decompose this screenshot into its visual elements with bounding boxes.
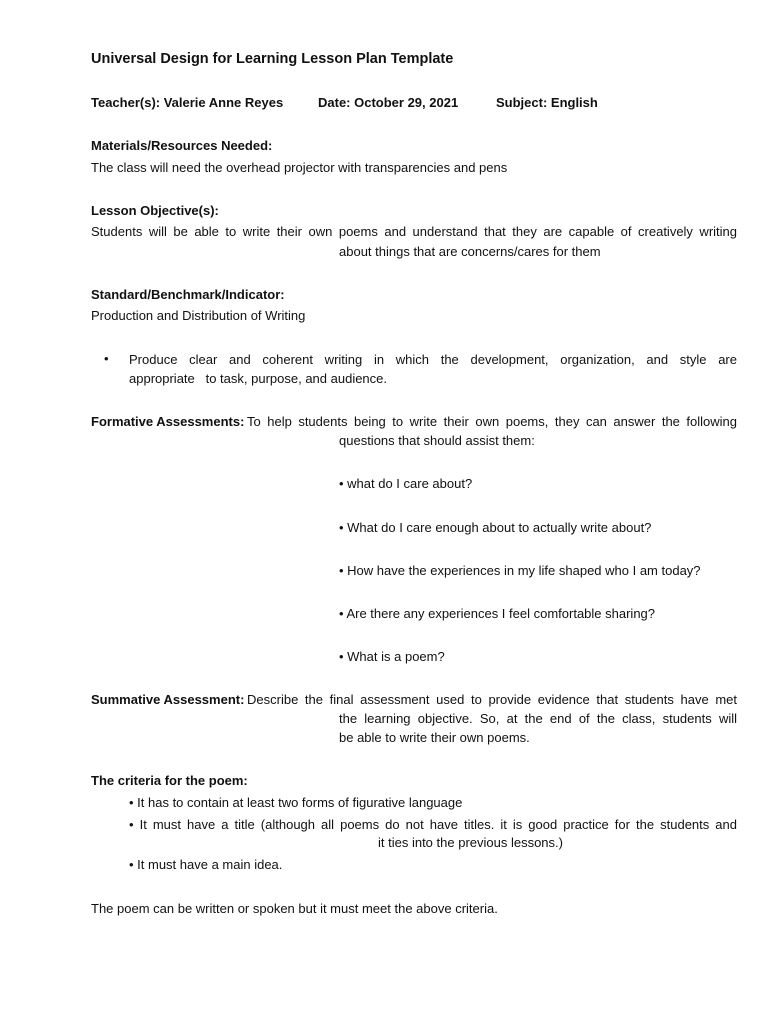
document-title: Universal Design for Learning Lesson Plan Template (91, 51, 454, 67)
summative-line-1: Describe the final assessment used to provide evidence that students have met (247, 692, 737, 707)
question-item: • what do I care about? (339, 476, 473, 491)
question-item: • How have the experiences in my life shaped who I am today? (339, 563, 701, 578)
subject-field: Subject: English (496, 95, 598, 110)
teacher-field: Teacher(s): Valerie Anne Reyes (91, 95, 284, 110)
standard-bullet-line-1: Produce clear and coherent writing in which the development, organization, and style are (129, 352, 737, 367)
objective-line-2: about things that are concerns/cares for them (339, 244, 601, 259)
objective-heading: Lesson Objective(s): (91, 203, 219, 218)
formative-line-2: questions that should assist them: (339, 433, 535, 448)
materials-heading: Materials/Resources Needed: (91, 138, 273, 153)
standard-heading: Standard/Benchmark/Indicator: (91, 287, 285, 302)
objective-line-1: Students will be able to write their own poems and understand that they are capable of creatively writing (91, 224, 737, 239)
formative-label: Formative Assessments: (91, 414, 245, 429)
question-item: • Are there any experiences I feel comfortable sharing? (339, 606, 656, 621)
question-item: • What is a poem? (339, 649, 445, 664)
summative-label: Summative Assessment: (91, 692, 245, 707)
standard-text: Production and Distribution of Writing (91, 308, 306, 323)
closing-text: The poem can be written or spoken but it must meet the above criteria. (91, 901, 498, 916)
question-item: • What do I care enough about to actually write about? (339, 520, 652, 535)
date-field: Date: October 29, 2021 (318, 95, 459, 110)
criteria-item: • It must have a main idea. (129, 857, 283, 872)
formative-line-1: To help students being to write their own poems, they can answer the following (247, 414, 737, 429)
summative-line-2: the learning objective. So, at the end of the class, students will (339, 711, 737, 726)
standard-bullet: • (104, 351, 109, 366)
summative-line-3: be able to write their own poems. (339, 730, 530, 745)
criteria-item-continuation: it ties into the previous lessons.) (378, 835, 563, 850)
criteria-heading: The criteria for the poem: (91, 773, 248, 788)
materials-text: The class will need the overhead projector with transparencies and pens (91, 160, 508, 175)
criteria-item: • It must have a title (although all poems do not have titles. it is good practice for the students and (129, 817, 737, 832)
criteria-item: • It has to contain at least two forms of figurative language (129, 795, 463, 810)
standard-bullet-line-2: appropriate to task, purpose, and audience. (129, 371, 388, 386)
